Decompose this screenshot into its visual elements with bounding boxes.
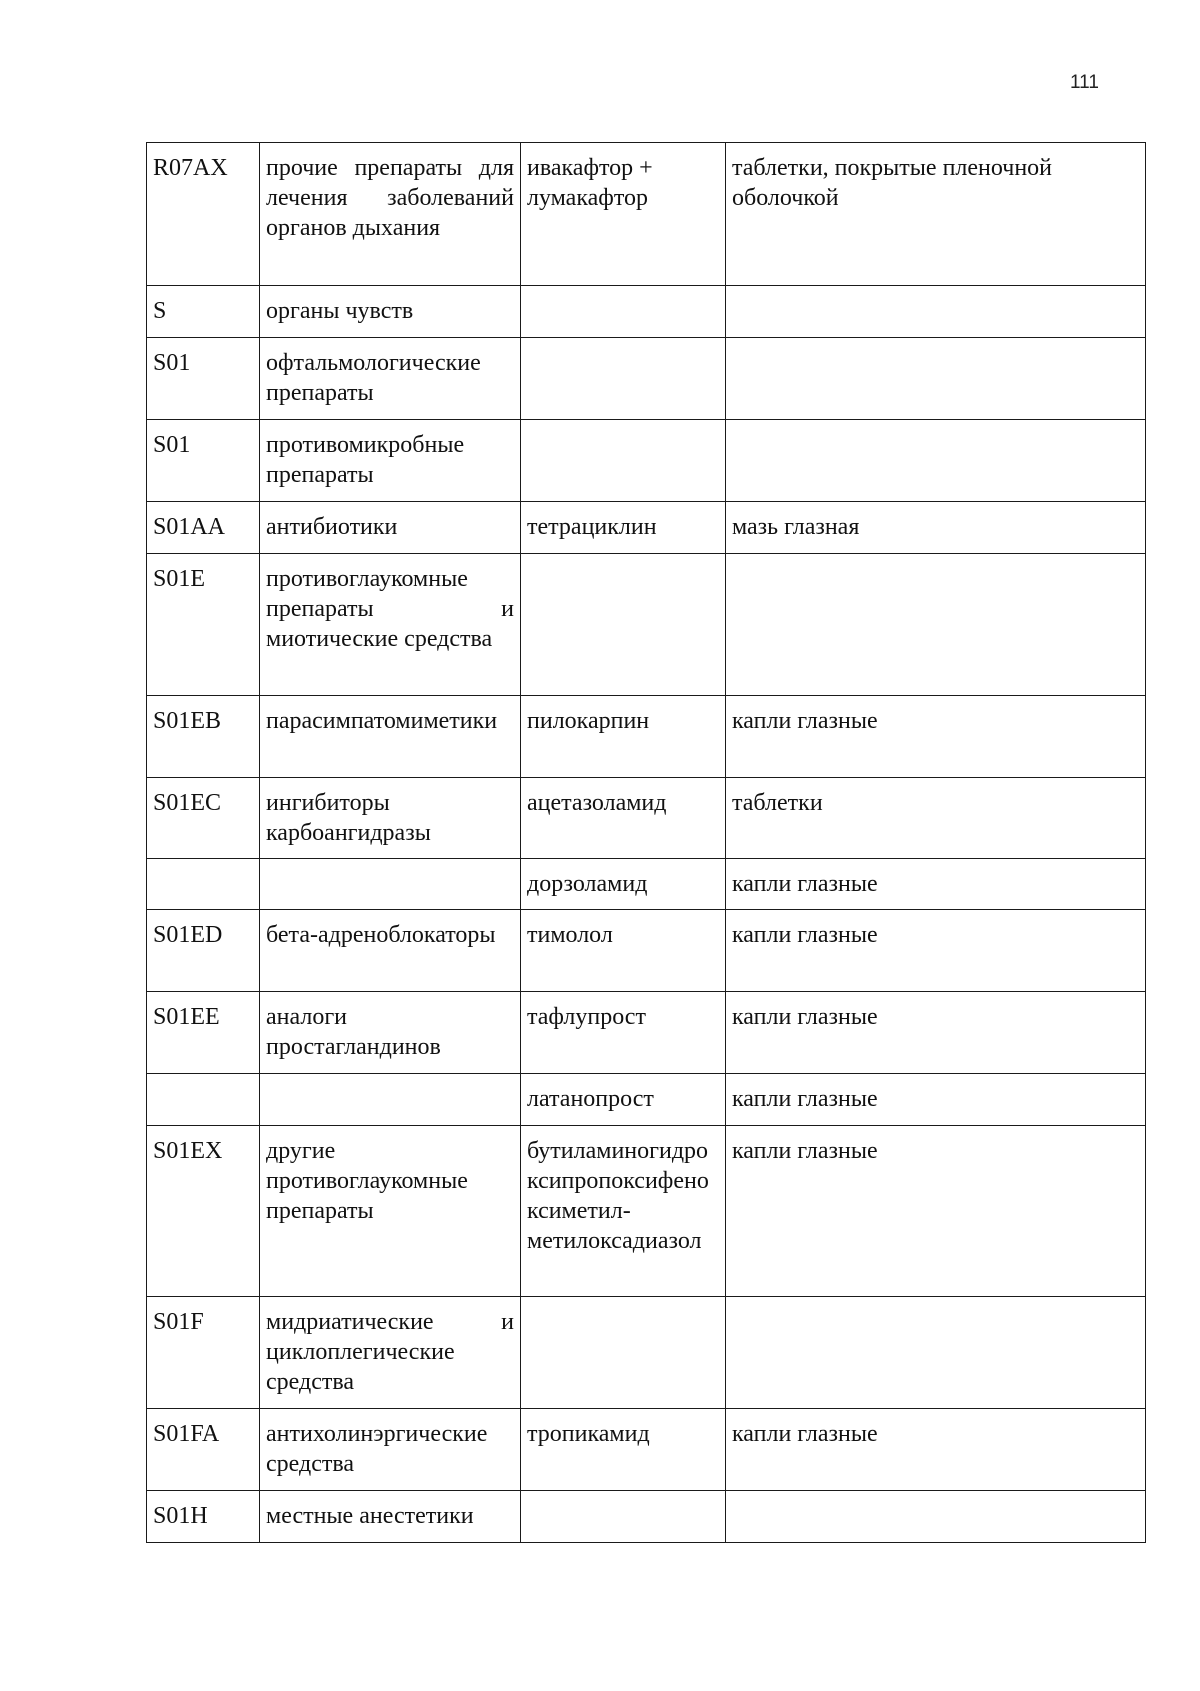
dosage-form-cell: капли глазные [726,696,1146,778]
drug-name-cell [521,286,726,338]
dosage-form-cell: таблетки [726,778,1146,859]
drug-name-cell: дорзоламид [521,859,726,910]
drug-group-cell: органы чувств [260,286,521,338]
drug-name-cell: ивакафтор + лумакафтор [521,143,726,286]
table-row [147,1074,1146,1126]
dosage-form-cell [726,1491,1146,1543]
drug-group-cell: местные анестетики [260,1491,521,1543]
dosage-form-cell [726,554,1146,696]
dosage-form-cell: мазь глазная [726,502,1146,554]
atc-code-cell: S01EB [147,696,260,778]
drug-group-cell: противоглаукомные препараты и миотические средства [260,554,521,696]
drug-name-cell [521,338,726,420]
table-row [147,286,1146,338]
dosage-form-cell [726,286,1146,338]
drug-group-cell [260,859,521,910]
drug-name-cell: пилокарпин [521,696,726,778]
atc-code-cell: S01 [147,420,260,502]
table-row [147,992,1146,1074]
atc-code-cell: S [147,286,260,338]
table-row [147,143,1146,286]
drug-name-cell: тропикамид [521,1409,726,1491]
drug-group-cell: бета-адреноблокаторы [260,910,521,992]
drug-group-cell: противомикробные препараты [260,420,521,502]
table-row [147,910,1146,992]
table-row [147,1491,1146,1543]
dosage-form-cell [726,338,1146,420]
dosage-form-cell: капли глазные [726,1074,1146,1126]
atc-code-cell: S01E [147,554,260,696]
drug-name-cell: ацетазоламид [521,778,726,859]
drug-group-cell: офтальмологические препараты [260,338,521,420]
drug-group-cell: мидриатические и циклоплегические средства [260,1297,521,1409]
atc-code-cell: S01ED [147,910,260,992]
atc-code-cell: S01EC [147,778,260,859]
drug-group-cell: аналоги простагландинов [260,992,521,1074]
drug-group-cell: антибиотики [260,502,521,554]
drug-name-cell: бутиламиногидроксипропоксифеноксиметил-метилоксадиазол [521,1126,726,1297]
dosage-form-cell: капли глазные [726,1126,1146,1297]
table-row [147,778,1146,859]
table-row [147,338,1146,420]
atc-code-cell: S01F [147,1297,260,1409]
atc-code-cell: R07AX [147,143,260,286]
dosage-form-cell: капли глазные [726,859,1146,910]
drug-name-cell [521,1297,726,1409]
drug-name-cell: латанопрост [521,1074,726,1126]
drug-name-cell: тетрациклин [521,502,726,554]
table-row [147,502,1146,554]
drug-name-cell [521,420,726,502]
table-row [147,1297,1146,1409]
atc-code-cell: S01EE [147,992,260,1074]
dosage-form-cell [726,420,1146,502]
atc-code-cell: S01 [147,338,260,420]
drug-group-cell [260,1074,521,1126]
drug-group-cell: антихолинэргические средства [260,1409,521,1491]
table-row [147,1126,1146,1297]
table-row [147,420,1146,502]
table-row [147,696,1146,778]
atc-code-cell: S01AA [147,502,260,554]
atc-code-cell: S01EX [147,1126,260,1297]
dosage-form-cell: таблетки, покрытые пленочной оболочкой [726,143,1146,286]
drug-group-cell: ингибиторы карбоангидразы [260,778,521,859]
drug-group-cell: парасимпатомиметики [260,696,521,778]
drug-group-cell: прочие препараты для лечения заболеваний органов дыхания [260,143,521,286]
dosage-form-cell: капли глазные [726,910,1146,992]
drug-name-cell: тафлупрост [521,992,726,1074]
table-row [147,554,1146,696]
page-number: 111 [1070,72,1099,93]
atc-code-cell: S01H [147,1491,260,1543]
drug-classification-table [146,142,1146,1543]
table-row [147,1409,1146,1491]
dosage-form-cell [726,1297,1146,1409]
drug-name-cell [521,554,726,696]
drug-name-cell [521,1491,726,1543]
drug-name-cell: тимолол [521,910,726,992]
drug-group-cell: другие противоглаукомные препараты [260,1126,521,1297]
table-row [147,859,1146,910]
dosage-form-cell: капли глазные [726,992,1146,1074]
dosage-form-cell: капли глазные [726,1409,1146,1491]
atc-code-cell [147,859,260,910]
atc-code-cell [147,1074,260,1126]
atc-code-cell: S01FA [147,1409,260,1491]
